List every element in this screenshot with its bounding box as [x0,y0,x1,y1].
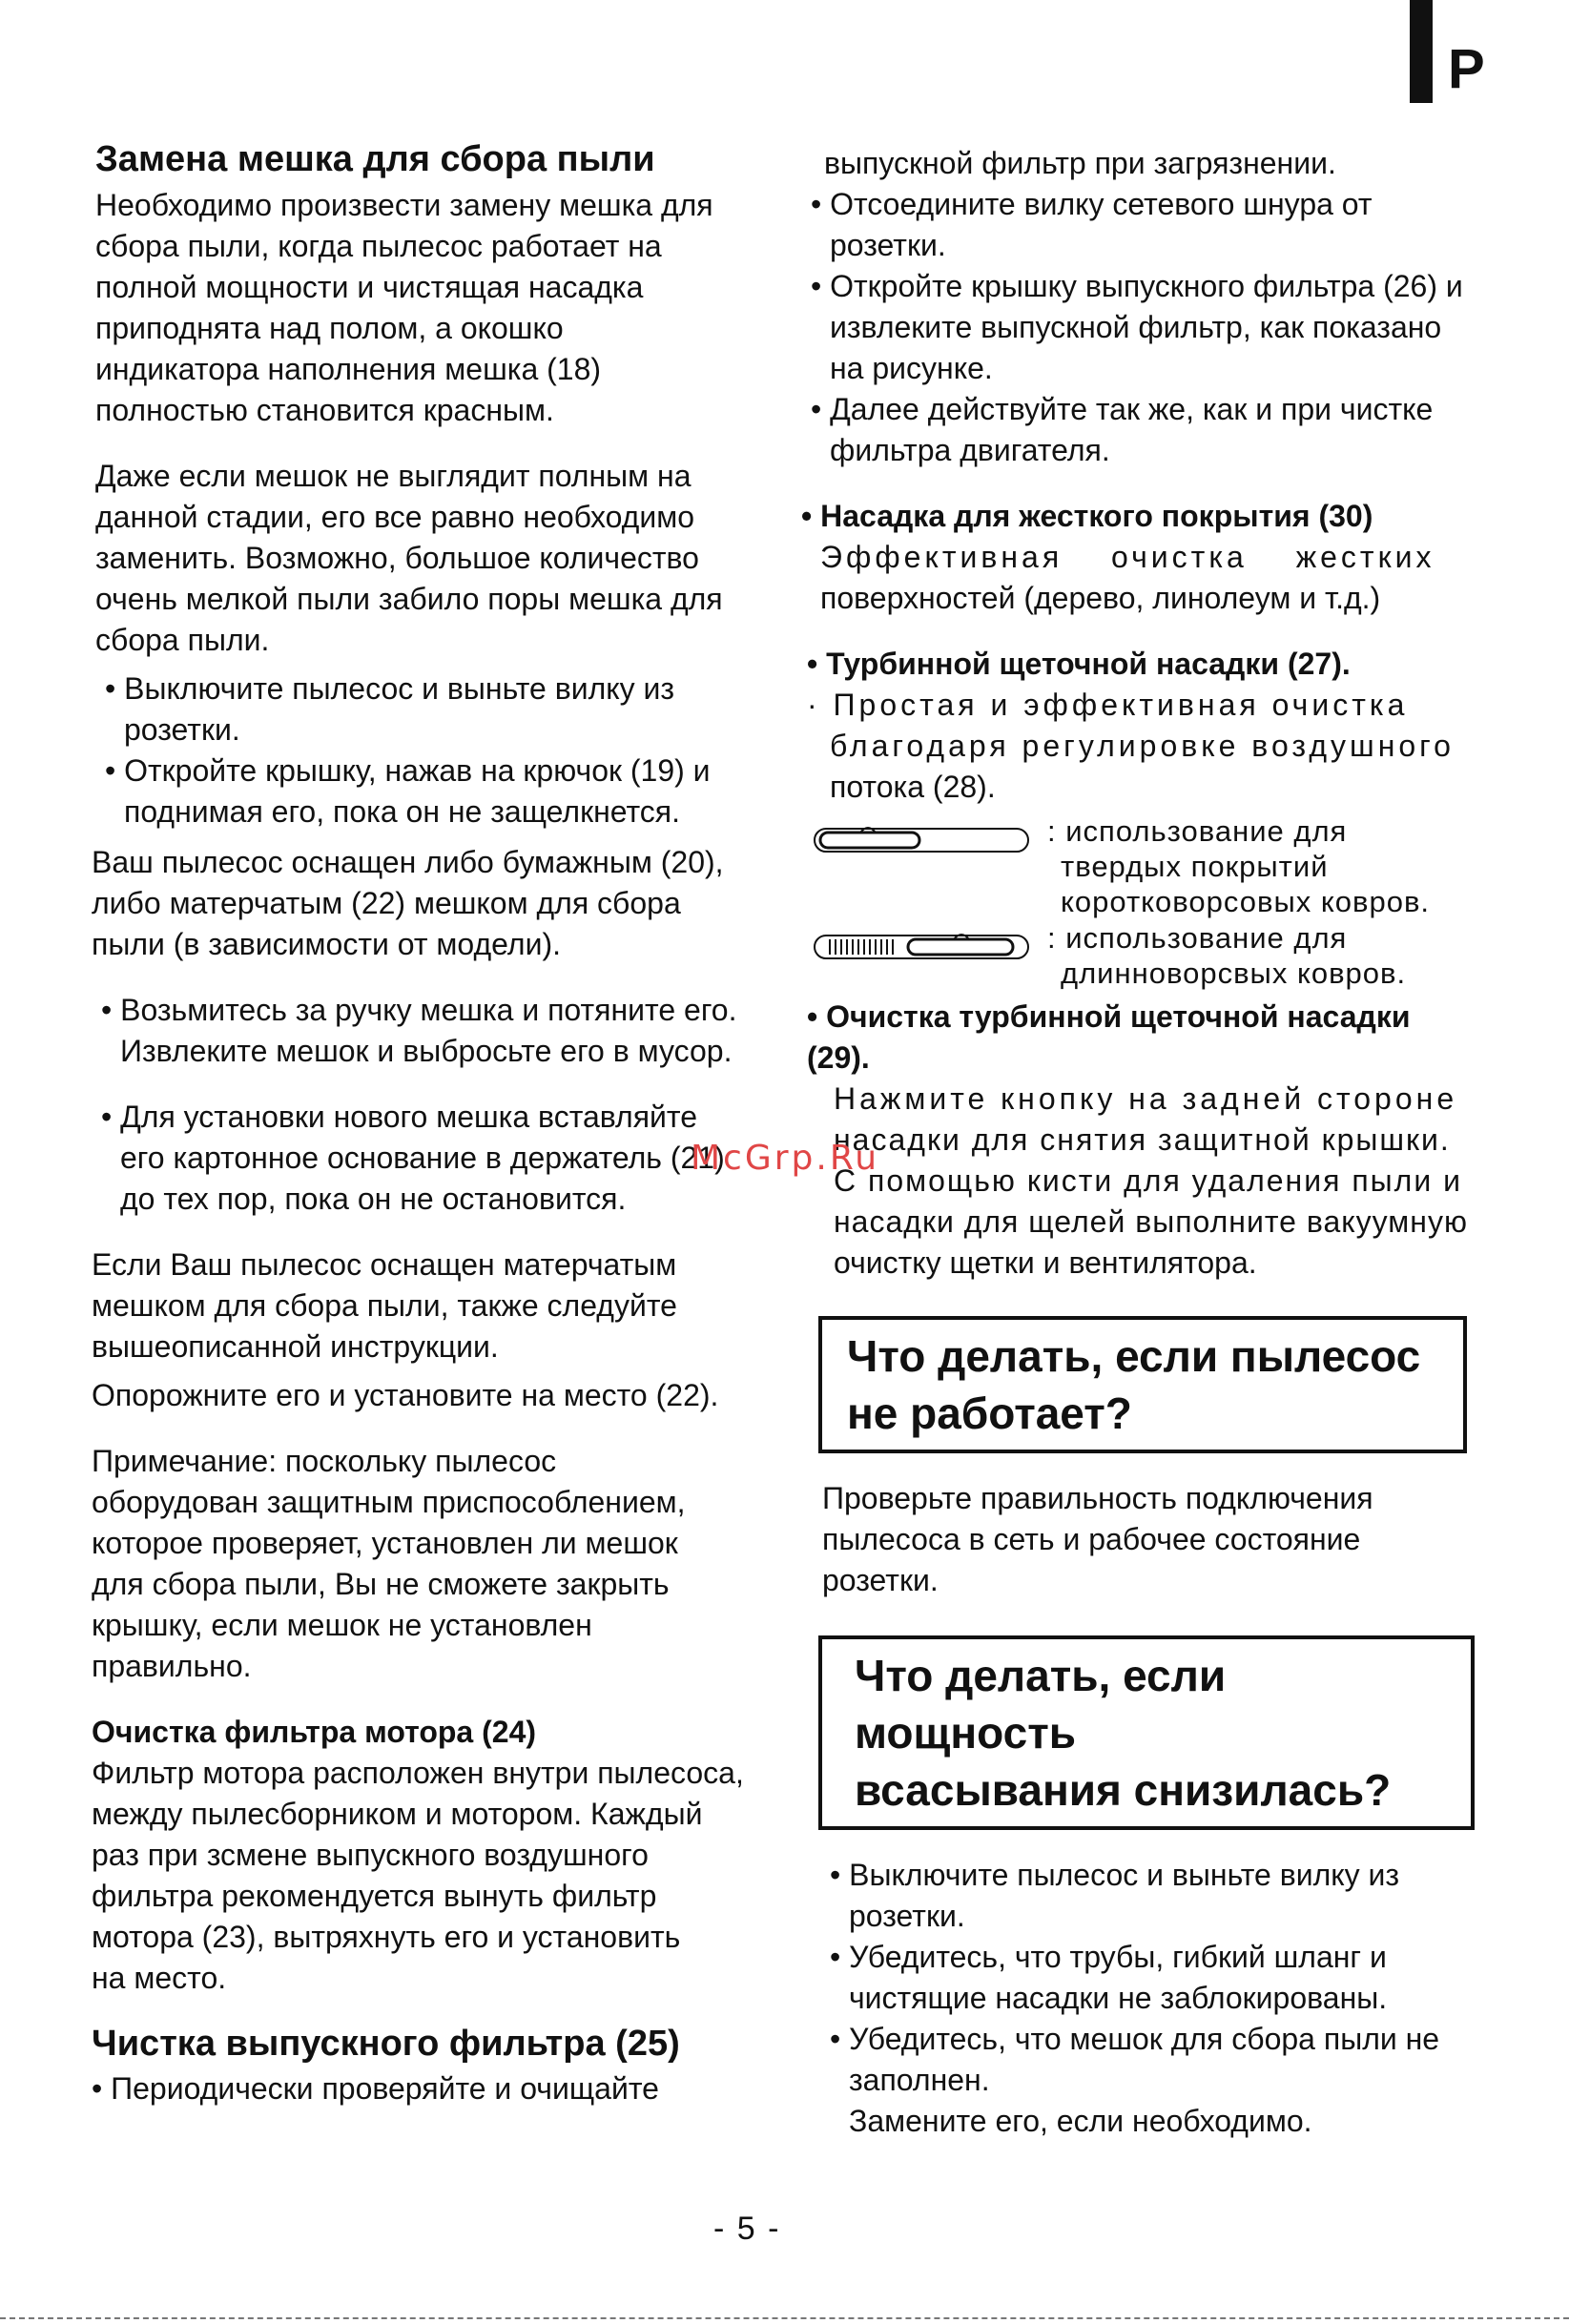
empty-bag-text: Опорожните его и установите на место (22). [92,1377,719,1412]
bag-heading: Замена мешка для сбора пыли [95,139,655,179]
exhaust-filter-heading: Чистка выпускного фильтра (25) [92,2023,680,2064]
motor-text-4: фильтра рекомендуется вынуть фильтр [92,1878,657,1913]
turbo-text-1: · Простая и эффективная очистка [807,688,1409,722]
mode1-text-1: : использование для [1047,814,1348,848]
note-text-3: которое проверяет, установлен ли мешок [92,1525,678,1560]
troubleshoot-low-suction-box [818,1635,1475,1830]
brush-clean-text-1: Нажмите кнопку на задней стороне [834,1081,1458,1116]
hard-floor-text-1: Эффективная очистка жестких [820,540,1435,574]
section-tab-marker [1410,0,1433,103]
bullet-open-lid: • Откройте крышку, нажав на крючок (19) и поднимая его, пока он не защелкнется. [105,752,711,829]
motor-text-5: мотора (23), вытряхнуть его и установить [92,1919,681,1954]
bullet-check-bag: • Убедитесь, что мешок для сбора пыли не заполнен. [830,2022,1440,2097]
bullet-proceed: • Далее действуйте так же, как и при чистке фильтра двигателя. [811,392,1434,467]
bag-text-1: Необходимо произвести замену мешка для [95,187,713,222]
cloth-text-3: вышеописанной инструкции. [92,1328,499,1364]
page-number: - 5 - [713,2211,781,2247]
mode1-text-2: твердых покрытий [1061,850,1329,883]
box2-title-2: всасывания снизилась? [855,1765,1392,1815]
troubleshoot-no-power-box [818,1316,1467,1453]
cloth-text-1: Если Ваш пылесос оснащен матерчатым [92,1246,677,1282]
box1-title-2: не работает? [847,1388,1132,1438]
check-text-1: Проверьте правильность подключения [822,1481,1373,1515]
bag-text-3: полной мощности и чистящая насадка [95,269,644,304]
bullet-remove-bag: • Возьмитесь за ручку мешка и потяните его. Извлеките мешок и выбросьте его в мусор. [101,992,737,1068]
airflow-mode-long-pile [801,920,1480,997]
airflow-mode-short-pile [801,813,1480,920]
paper-text-1: Ваш пылесос оснащен либо бумажным (20), [92,844,724,879]
box1-title-1: Что делать, если пылесос [847,1331,1421,1381]
slider-closed-icon [813,821,1032,859]
bullet-check-tubes: • Убедитесь, что трубы, гибкий шланг и чистящие насадки не заблокированы. [830,1940,1388,2015]
mode2-text-2: длинноворсвых ковров. [1061,956,1407,990]
bullet-open-exhaust-cover: • Откройте крышку выпускного фильтра (26) и извлеките выпускной фильтр, как показано на рисунке. [811,269,1463,385]
note-text-2: оборудован защитным приспособлением, [92,1484,686,1519]
motor-text-6: на место. [92,1960,227,1995]
box2-title-1: Что делать, если мощность [855,1651,1227,1758]
mode1-text-3: коротковорсовых ковров. [1061,885,1431,918]
slider-open-icon [813,928,1032,966]
right-column [801,143,1480,2142]
note-text-5: крышку, если мешок не установлен [92,1607,592,1642]
watermark: McGrp.Ru [691,1139,880,1178]
note-text-6: правильно. [92,1648,252,1683]
even-text-4: очень мелкой пыли забило поры мешка для [95,581,723,616]
brush-clean-text-4: насадки для щелей выполните вакуумную [834,1204,1468,1239]
bag-text-6: полностью становится красным. [95,392,554,427]
note-text-1: Примечание: поскольку пылесос [92,1443,557,1478]
turbo-brush-heading: • Турбинной щеточной насадки (27). [807,647,1351,681]
motor-text-1: Фильтр мотора расположен внутри пылесоса, [92,1755,744,1790]
note-text-4: для сбора пыли, Вы не сможете закрыть [92,1566,670,1601]
paper-text-2: либо матерчатым (22) мешком для сбора [92,885,681,920]
turbo-text-2: благодаря регулировке воздушного [830,729,1455,763]
brush-clean-text-3: С помощью кисти для удаления пыли и [834,1163,1462,1198]
bullet-unplug: • Отсоедините вилку сетевого шнура от розетки. [811,187,1373,262]
cloth-text-2: мешком для сбора пыли, также следуйте [92,1287,677,1323]
bullet-insert-bag: • Для установки нового мешка вставляйте его картонное основание в держатель (21) до тех пор, пока он не остановится. [101,1099,725,1216]
bag-text-5: индикатора наполнения мешка (18) [95,351,602,386]
even-text-3: заменить. Возможно, большое количество [95,540,699,575]
bag-text-2: сбора пыли, когда пылесос работает на [95,228,662,263]
left-column [92,139,746,2109]
scan-edge-line [0,2317,1569,2319]
hard-floor-heading: • Насадка для жесткого покрытия (30) [801,499,1373,533]
even-text-5: сбора пыли. [95,622,270,657]
brush-clean-text-5: очистку щетки и вентилятора. [834,1245,1257,1280]
even-text-2: данной стадии, его все равно необходимо [95,499,695,534]
check-text-3: розетки. [822,1563,939,1597]
replace-bag-text: Замените его, если необходимо. [849,2104,1312,2138]
paper-text-3: пыли (в зависимости от модели). [92,926,561,961]
bag-text-4: приподнята над полом, а окошко [95,310,564,345]
brush-clean-text-2: насадки для снятия защитной крышки. [834,1122,1451,1157]
language-letter: P [1448,38,1485,100]
check-text-2: пылесоса в сеть и рабочее состояние [822,1522,1361,1556]
exhaust-bullet: • Периодически проверяйте и очищайте [92,2071,659,2107]
brush-cleaning-heading: • Очистка турбинной щеточной насадки (29). [807,999,1411,1075]
bullet-switch-off: • Выключите пылесос и выньте вилку из розетки. [105,670,675,747]
exhaust-continued: выпускной фильтр при загрязнении. [824,146,1336,180]
bullet-turn-off: • Выключите пылесос и выньте вилку из розетки. [830,1858,1400,1933]
motor-text-3: раз при зсмене выпускного воздушного [92,1837,649,1872]
hard-floor-text-2: поверхностей (дерево, линолеум и т.д.) [820,581,1381,615]
motor-filter-heading: Очистка фильтра мотора (24) [92,1714,537,1749]
even-text-1: Даже если мешок не выглядит полным на [95,458,692,493]
motor-text-2: между пылесборником и мотором. Каждый [92,1796,703,1831]
mode2-text-1: : использование для [1047,921,1348,955]
turbo-text-3: потока (28). [830,770,996,804]
